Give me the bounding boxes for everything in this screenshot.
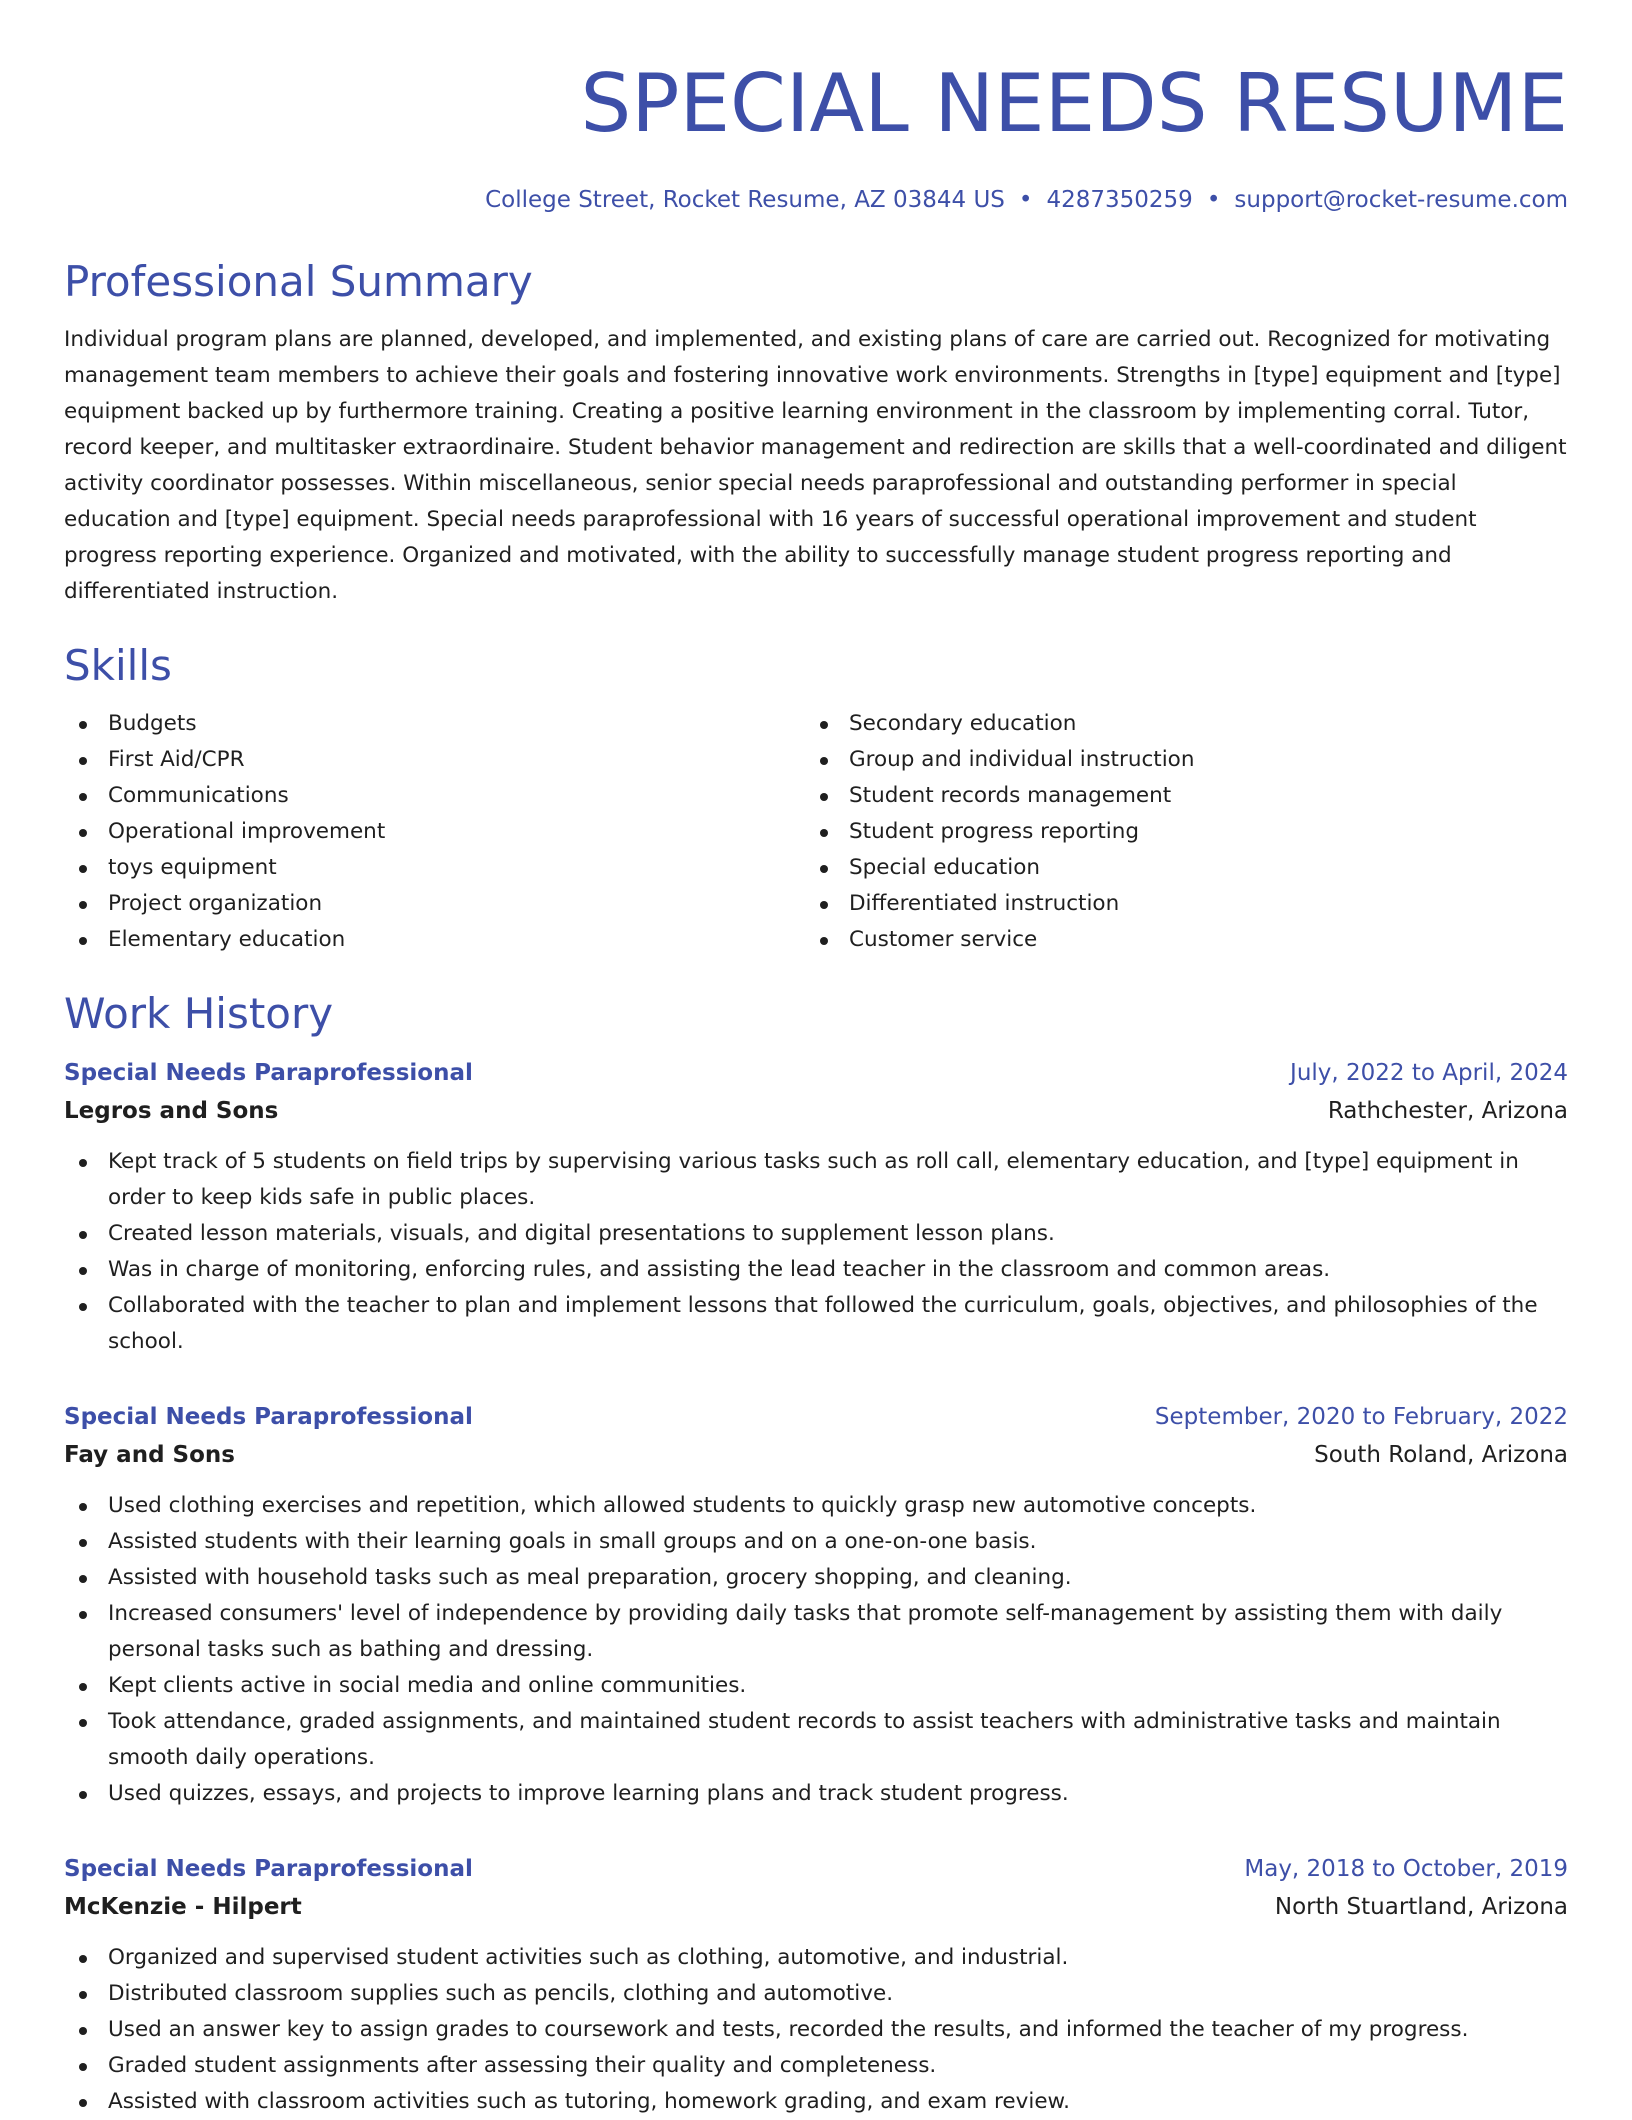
job-bullet: Kept clients active in social media and online communities. — [64, 1668, 1568, 1704]
job-entry — [64, 1398, 1568, 1812]
skills-heading: Skills — [64, 641, 172, 690]
job-company-row — [64, 1436, 1568, 1474]
work-history-heading: Work History — [64, 989, 334, 1038]
skill-item: Project organization — [64, 886, 805, 922]
job-bullet: Assisted students with their learning goals in small groups and on a one-on-one basis. — [64, 1524, 1568, 1560]
skill-item: Student progress reporting — [805, 814, 1546, 850]
contact-phone: 4287350259 — [1046, 187, 1193, 213]
skill-item: Operational improvement — [64, 814, 805, 850]
skills-column-right — [805, 706, 1546, 958]
skill-item: Special education — [805, 850, 1546, 886]
job-title: Special Needs Paraprofessional — [64, 1060, 473, 1086]
job-bullets — [64, 1144, 1568, 1360]
job-title-row — [64, 1850, 1568, 1888]
job-bullet: Used an answer key to assign grades to coursework and tests, recorded the results, and informed the teacher of my progress. — [64, 2012, 1568, 2048]
job-title-row — [64, 1398, 1568, 1436]
skill-item: Group and individual instruction — [805, 742, 1546, 778]
job-bullet: Organized and supervised student activities such as clothing, automotive, and industrial. — [64, 1940, 1568, 1976]
job-dates: May, 2018 to October, 2019 — [1244, 1856, 1568, 1882]
skill-item: toys equipment — [64, 850, 805, 886]
contact-separator: • — [1206, 187, 1221, 213]
job-bullet: Increased consumers' level of independence by providing daily tasks that promote self-management by assisting them with daily personal tasks such as bathing and dressing. — [64, 1596, 1568, 1668]
resume-title: SPECIAL NEEDS RESUME — [580, 57, 1568, 150]
job-bullet: Was in charge of monitoring, enforcing rules, and assisting the lead teacher in the classroom and common areas. — [64, 1252, 1568, 1288]
skill-item: Differentiated instruction — [805, 886, 1546, 922]
skill-item: Budgets — [64, 706, 805, 742]
job-title: Special Needs Paraprofessional — [64, 1856, 473, 1882]
job-bullet: Assisted with household tasks such as meal preparation, grocery shopping, and cleaning. — [64, 1560, 1568, 1596]
job-company-row — [64, 1092, 1568, 1130]
contact-line — [64, 184, 1568, 216]
job-location: Rathchester, Arizona — [1327, 1098, 1568, 1124]
contact-separator: • — [1018, 187, 1033, 213]
contact-email: support@rocket-resume.com — [1234, 187, 1568, 213]
skill-item: Student records management — [805, 778, 1546, 814]
job-company: Legros and Sons — [64, 1098, 279, 1124]
skill-item: First Aid/CPR — [64, 742, 805, 778]
summary-text: Individual program plans are planned, developed, and implemented, and existing plans of care are carried out. Recognized for motivating management team members to achieve their goals and fostering innovative work environments. Strengths in [type] equipment and [type] equipment backed up by furthermore training. Creating a positive learning environment in the classroom by implementing corral. Tutor, record keeper, and multitasker extraordinaire. Student behavior management and redirection are skills that a well-coordinated and diligent activity coordinator possesses. Within miscellaneous, senior special needs paraprofessional and outstanding performer in special education and [type] equipment. Special needs paraprofessional with 16 years of successful operational improvement and student progress reporting experience. Organized and motivated, with the ability to successfully manage student progress reporting and differentiated instruction. — [64, 327, 1567, 604]
job-bullet: Distributed classroom supplies such as pencils, clothing and automotive. — [64, 1976, 1568, 2012]
job-company: McKenzie - Hilpert — [64, 1894, 302, 1920]
skills-column-left — [64, 706, 805, 958]
summary-heading: Professional Summary — [64, 257, 533, 306]
job-bullet: Took attendance, graded assignments, and maintained student records to assist teachers with administrative tasks and maintain smooth daily operations. — [64, 1704, 1568, 1776]
job-location: North Stuartland, Arizona — [1274, 1894, 1568, 1920]
job-dates: July, 2022 to April, 2024 — [1290, 1060, 1568, 1086]
job-bullet: Created lesson materials, visuals, and digital presentations to supplement lesson plans. — [64, 1216, 1568, 1252]
skill-item: Communications — [64, 778, 805, 814]
job-entry — [64, 1850, 1568, 2120]
contact-address: College Street, Rocket Resume, AZ 03844 US — [485, 187, 1005, 213]
job-company-row — [64, 1888, 1568, 1926]
job-location: South Roland, Arizona — [1314, 1442, 1568, 1468]
job-bullet: Used clothing exercises and repetition, which allowed students to quickly grasp new automotive concepts. — [64, 1488, 1568, 1524]
job-bullets — [64, 1940, 1568, 2120]
job-bullet: Collaborated with the teacher to plan and implement lessons that followed the curriculum, goals, objectives, and philosophies of the school. — [64, 1288, 1568, 1360]
skills-list — [64, 706, 1568, 958]
job-bullet: Used quizzes, essays, and projects to improve learning plans and track student progress. — [64, 1776, 1568, 1812]
job-title-row — [64, 1054, 1568, 1092]
job-entry — [64, 1054, 1568, 1360]
skill-item: Secondary education — [805, 706, 1546, 742]
job-company: Fay and Sons — [64, 1442, 235, 1468]
resume-header — [64, 56, 1568, 216]
job-bullet: Assisted with classroom activities such as tutoring, homework grading, and exam review. — [64, 2084, 1568, 2120]
skill-item: Customer service — [805, 922, 1546, 958]
skill-item: Elementary education — [64, 922, 805, 958]
job-dates: September, 2020 to February, 2022 — [1154, 1404, 1568, 1430]
job-bullet: Graded student assignments after assessing their quality and completeness. — [64, 2048, 1568, 2084]
job-bullets — [64, 1488, 1568, 1812]
job-bullet: Kept track of 5 students on field trips by supervising various tasks such as roll call, elementary education, and [type] equipment in order to keep kids safe in public places. — [64, 1144, 1568, 1216]
job-title: Special Needs Paraprofessional — [64, 1404, 473, 1430]
